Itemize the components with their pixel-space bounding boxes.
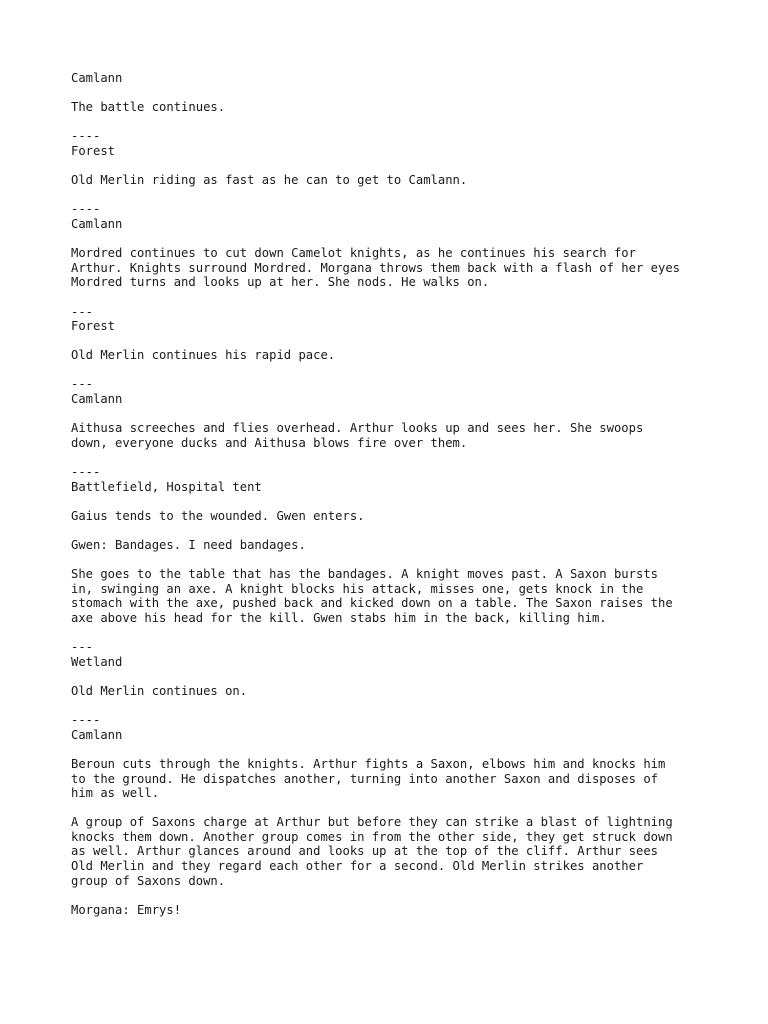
paragraph <box>71 129 711 158</box>
text-line: Camlann <box>71 216 123 231</box>
text-line: Camlann <box>71 71 123 85</box>
text-line: Mordred continues to cut down Camelot knights, as he continues his search for <box>71 246 636 261</box>
text-line: Mordred turns and looks up at her. She nods. He walks on. <box>71 275 490 290</box>
paragraph <box>71 202 711 231</box>
text-line: --- <box>71 377 94 392</box>
text-line: A group of Saxons charge at Arthur but before they can strike a blast of lightning <box>71 815 673 830</box>
text-line: Morgana: Emrys! <box>71 902 182 917</box>
text-line: ---- <box>71 129 101 144</box>
text-line: Old Merlin continues his rapid pace. <box>71 348 336 363</box>
paragraph <box>71 815 711 888</box>
text-line: Gwen: Bandages. I need bandages. <box>71 538 306 552</box>
text-line: Battlefield, Hospital tent <box>71 479 262 494</box>
text-line: ---- <box>71 202 101 217</box>
text-line: to the ground. He dispatches another, turning into another Saxon and disposes of <box>71 771 658 786</box>
text-line: him as well. <box>71 786 160 801</box>
text-line: Forest <box>71 143 116 158</box>
text-line: axe above his head for the kill. Gwen stabs him in the back, killing him. <box>71 610 607 625</box>
document-body <box>71 71 711 932</box>
text-line: Gaius tends to the wounded. Gwen enters. <box>71 508 365 523</box>
paragraph <box>71 100 711 115</box>
text-line: stomach with the axe, pushed back and kicked down on a table. The Saxon raises the <box>71 596 673 611</box>
paragraph <box>71 757 711 801</box>
text-line: Camlann <box>71 727 123 742</box>
text-line: Wetland <box>71 654 123 669</box>
text-line: --- <box>71 640 94 655</box>
paragraph <box>71 377 711 406</box>
paragraph <box>71 640 711 669</box>
text-line: Old Merlin riding as fast as he can to get to Camlann. <box>71 173 468 188</box>
paragraph <box>71 246 711 290</box>
text-line: knocks them down. Another group comes in from the other side, they get struck down <box>71 829 673 844</box>
text-line: Old Merlin continues on. <box>71 683 248 698</box>
paragraph <box>71 71 711 86</box>
text-line: in, swinging an axe. A knight blocks his attack, misses one, gets knock in the <box>71 581 644 596</box>
paragraph <box>71 538 711 553</box>
paragraph <box>71 348 711 363</box>
text-line: group of Saxons down. <box>71 873 226 888</box>
text-line: ---- <box>71 465 101 480</box>
paragraph <box>71 509 711 524</box>
paragraph <box>71 567 711 625</box>
text-line: ---- <box>71 713 101 728</box>
paragraph <box>71 903 711 918</box>
text-line: down, everyone ducks and Aithusa blows fire over them. <box>71 435 468 450</box>
text-line: as well. Arthur glances around and looks up at the top of the cliff. Arthur sees <box>71 844 658 859</box>
paragraph <box>71 684 711 699</box>
text-line: Old Merlin and they regard each other for a second. Old Merlin strikes another <box>71 859 644 874</box>
text-line: Forest <box>71 319 116 334</box>
paragraph <box>71 465 711 494</box>
paragraph <box>71 713 711 742</box>
text-line: Aithusa screeches and flies overhead. Arthur looks up and sees her. She swoops <box>71 421 644 436</box>
text-line: Beroun cuts through the knights. Arthur fights a Saxon, elbows him and knocks him <box>71 756 666 771</box>
text-line: The battle continues. <box>71 100 226 115</box>
text-line: Camlann <box>71 392 123 407</box>
paragraph <box>71 421 711 450</box>
paragraph <box>71 173 711 188</box>
text-line: Arthur. Knights surround Mordred. Morgana throws them back with a flash of her eyes <box>71 260 681 275</box>
text-line: --- <box>71 304 94 319</box>
paragraph <box>71 305 711 334</box>
text-line: She goes to the table that has the bandages. A knight moves past. A Saxon bursts <box>71 567 658 582</box>
